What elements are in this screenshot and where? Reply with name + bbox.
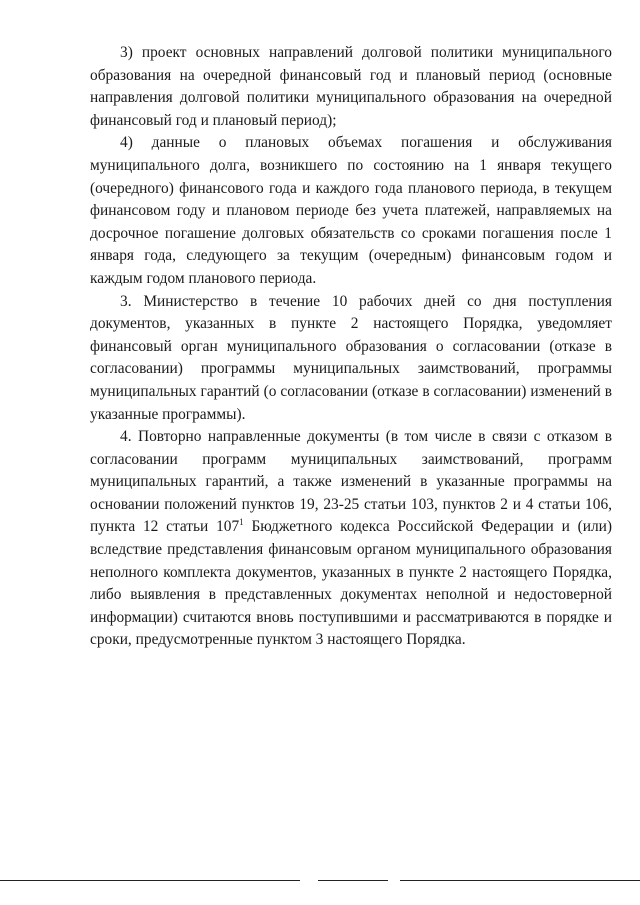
paragraph-point-3: 3. Министерство в течение 10 рабочих дней со дня поступления документов, указанных в пункте 2 настоящего Порядка, уведомляет финансовый орган муниципального образования о согласовании (отказе в согласовании) программы муниципальных заимствований, программы муниципальных гарантий (о согласовании (отказе в согласовании) изменений в указанные программы). <box>90 292 612 423</box>
footer-rule <box>0 880 300 881</box>
document-body <box>90 42 612 652</box>
paragraph-point-4-part-1: 4. Повторно направленные документы (в том числе в связи с отказом в согласовании программ муниципальных заимствований, программ муниципальных гарантий, а также изменений в указанные программы на основании положений пунктов 19, 23-25 статьи 103, пунктов 2 и 4 статьи 106, пункта 12 статьи 107 <box>90 428 612 536</box>
footer-rule <box>318 880 388 881</box>
superscript-marker: 1 <box>239 517 244 528</box>
paragraph-point-4-part-2: Бюджетного кодекса Российской Федерации и (или) вследствие представления финансовым органом муниципального образования неполного комплекта документов, указанных в пункте 2 настоящего Порядка, либо выявления в представленных документах неполной и недостоверной информации) считаются вновь поступившими и рассматриваются в порядке и сроки, предусмотренные пунктом 3 настоящего Порядка. <box>90 518 612 649</box>
paragraph-item-4: 4) данные о плановых объемах погашения и обслуживания муниципального долга, возникшего по состоянию на 1 января текущего (очередного) финансового года и каждого года планового периода, в текущем финансовом году и плановом периоде без учета платежей, направляемых на досрочное погашение долговых обязательств со сроками погашения после 1 января года, следующего за текущим (очередным) финансовым годом и каждым годом планового периода. <box>90 134 612 287</box>
paragraph-item-3: 3) проект основных направлений долговой политики муниципального образования на очередной финансовый год и плановый период (основные направления долговой политики муниципального образования на очередной финансовый год и плановый период); <box>90 44 612 129</box>
paragraph-point-4 <box>90 426 612 652</box>
footer-rule <box>400 880 640 881</box>
